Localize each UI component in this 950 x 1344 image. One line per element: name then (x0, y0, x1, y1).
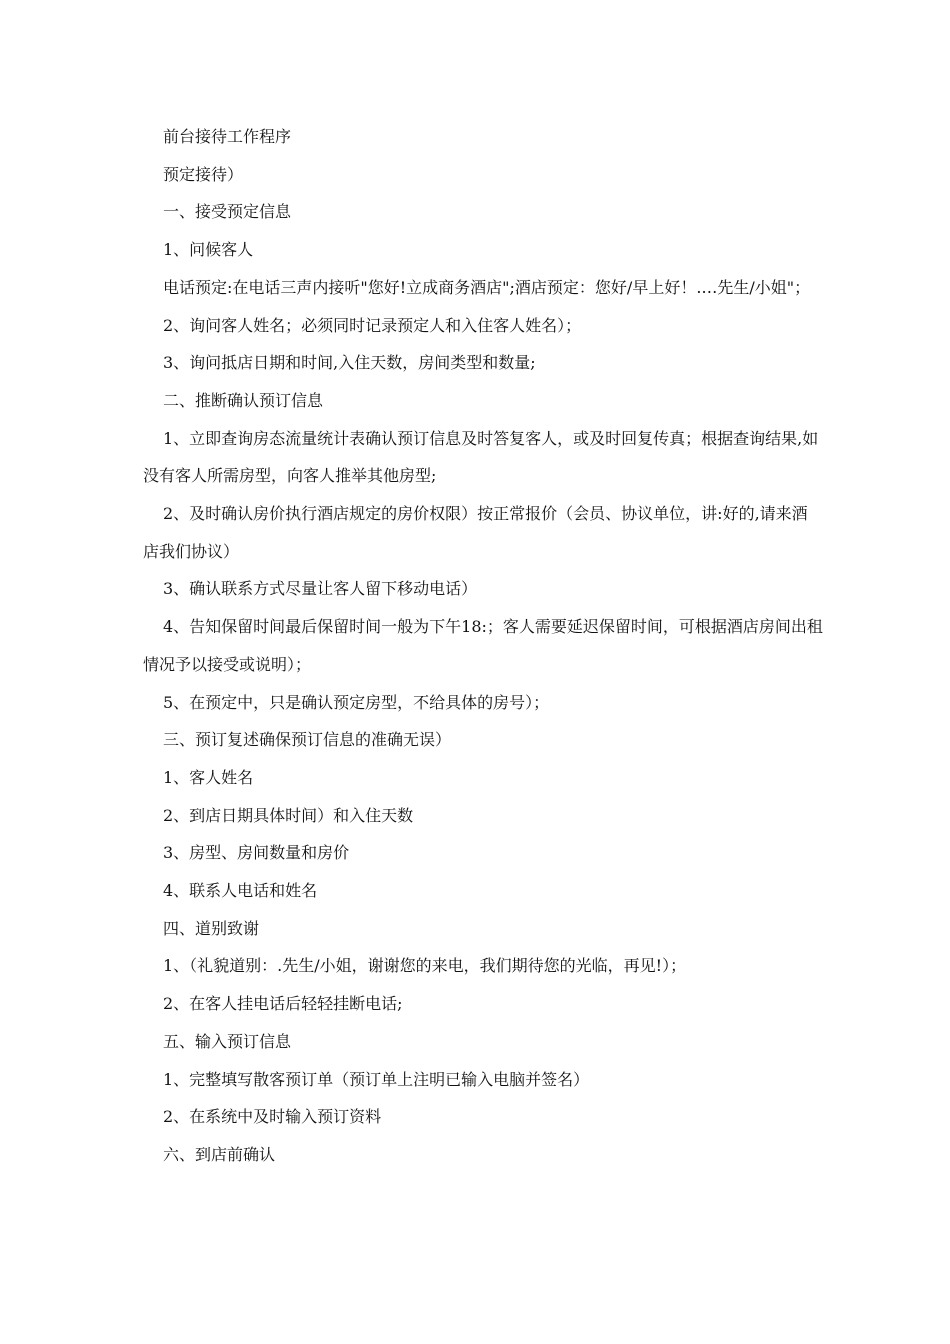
list-item: 4、联系人电话和姓名 (163, 881, 318, 901)
list-item: 1、客人姓名 (163, 767, 254, 787)
section-heading-6: 六、到店前确认 (163, 1144, 276, 1164)
document-body (143, 118, 823, 1174)
section-heading-3: 三、预订复述确保预订信息的准确无误） (163, 730, 452, 750)
section-heading-5: 五、输入预订信息 (163, 1031, 292, 1051)
section-heading-2: 二、推断确认预订信息 (163, 390, 324, 410)
list-item: 1、立即查询房态流量统计表确认预订信息及时答复客人，或及时回复传真；根据查询结果,如没有客人所需房型，向客人推举其他房型; (143, 428, 819, 486)
section-heading-4: 四、道别致谢 (163, 918, 260, 938)
list-item: 3、确认联系方式尽量让客人留下移动电话） (163, 579, 478, 599)
list-item: 2、及时确认房价执行酒店规定的房价权限）按正常报价（会员、协议单位，讲:好的,请来酒店我们协议） (143, 504, 808, 561)
list-item: 4、告知保留时间最后保留时间一般为下午18:；客人需要延迟保留时间，可根据酒店房间出租情况予以接受或说明）； (143, 617, 823, 674)
list-item: 3、询问抵店日期和时间,入住天数，房间类型和数量; (163, 353, 536, 373)
list-item: 1、问候客人 (163, 240, 254, 260)
list-item: 5、在预定中，只是确认预定房型，不给具体的房号）； (163, 692, 550, 712)
list-item: 3、房型、房间数量和房价 (163, 843, 350, 863)
list-item: 2、到店日期具体时间）和入住天数 (163, 805, 414, 825)
list-item: 1、（礼貌道别：.先生/小姐，谢谢您的来电，我们期待您的光临，再见!）； (163, 956, 687, 976)
section-heading-1: 一、接受预定信息 (163, 202, 292, 222)
list-item: 2、在系统中及时输入预订资料 (163, 1107, 382, 1127)
subtitle: 预定接待） (163, 164, 244, 184)
list-item: 电话预定:在电话三声内接听"您好!立成商务酒店";酒店预定：您好/早上好！.…先生/小姐"； (163, 277, 811, 297)
list-item: 1、完整填写散客预订单（预订单上注明已输入电脑并签名） (163, 1069, 590, 1089)
list-item: 2、询问客人姓名；必须同时记录预定人和入住客人姓名）； (163, 315, 582, 335)
document-title: 前台接待工作程序 (163, 127, 292, 146)
list-item: 2、在客人挂电话后轻轻挂断电话; (163, 994, 403, 1014)
